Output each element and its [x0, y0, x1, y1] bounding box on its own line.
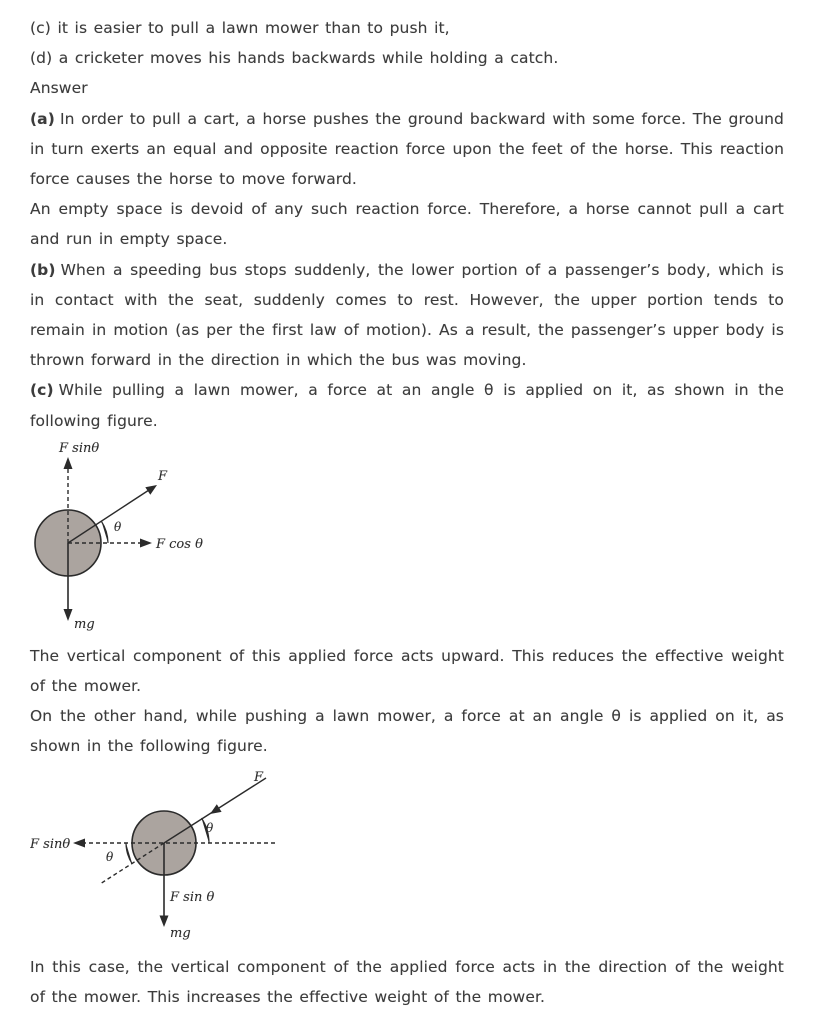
theta-upper-label: θ	[206, 820, 214, 835]
question-item-d	[30, 43, 784, 73]
question-text: (c) it is easier to pull a lawn mower than to push it,	[30, 19, 450, 37]
push-mower-force-diagram	[30, 768, 292, 950]
question-text: (d) a cricketer moves his hands backwards while holding a catch.	[30, 49, 559, 68]
answer-paragraph-c2	[30, 641, 784, 701]
answer-paragraph-a	[30, 104, 784, 195]
f-arrowhead	[210, 804, 222, 814]
f-cos-label: F cos θ	[156, 536, 203, 552]
answer-heading-text: Answer	[30, 79, 88, 98]
item-label: (c)	[30, 381, 54, 400]
answer-text: The vertical component of this applied force acts upward. This reduces the effective weight of the mower.	[30, 646, 784, 696]
answer-paragraph-c	[30, 375, 784, 435]
item-label: (a)	[30, 109, 55, 128]
answer-text: In order to pull a cart, a horse pushes the ground backward with some force. The ground in turn exerts an equal and opposite reaction force upon the feet of the horse. This reaction force causes the horse to move forward.	[30, 109, 784, 189]
pull-mower-force-diagram	[30, 438, 240, 639]
answer-text: An empty space is devoid of any such reaction force. Therefore, a horse cannot pull a cart and run in empty space.	[30, 200, 784, 249]
answer-text: While pulling a lawn mower, a force at an angle θ is applied on it, as shown in the following figure.	[30, 381, 784, 430]
answer-text: When a speeding bus stops suddenly, the lower portion of a passenger’s body, which is in contact with the seat, suddenly comes to rest. However, the upper portion tends to remain in motion (as per the first law of motion). As a result, the passenger’s upper body is thrown forward in the direction in which the bus was moving.	[30, 260, 784, 370]
answer-heading	[30, 73, 784, 103]
f-sin-left-arrowhead	[73, 838, 85, 847]
answer-paragraph-c3	[30, 701, 784, 761]
f-sin-up-arrowhead	[64, 457, 73, 469]
answer-text: On the other hand, while pushing a lawn mower, a force at an angle θ is applied on it, as shown in the following figure.	[30, 707, 784, 756]
theta-label: θ	[114, 519, 122, 534]
f-cos-right-arrowhead	[140, 538, 152, 547]
theta-lower-label: θ	[106, 849, 114, 864]
f-arrowhead	[145, 485, 157, 495]
item-label: (b)	[30, 260, 56, 279]
f-sin-down-label: F sin θ	[170, 889, 215, 905]
answer-text: In this case, the vertical component of the applied force acts in the direction of the weight of the mower. This increases the effective weight of the mower.	[30, 957, 784, 1006]
mg-down-arrowhead	[64, 609, 73, 621]
mg-label: mg	[74, 616, 95, 632]
theta-arc	[102, 521, 109, 543]
question-item-c	[30, 13, 784, 43]
answer-paragraph-b	[30, 255, 784, 376]
answer-paragraph-c4	[30, 952, 784, 1012]
f-sin-down-arrowhead	[160, 915, 169, 927]
f-label: F	[158, 468, 168, 484]
f-label: F	[254, 769, 264, 785]
answer-paragraph-a2	[30, 194, 784, 254]
f-sin-left-label: F sinθ	[30, 836, 71, 852]
mg-label: mg	[170, 925, 191, 941]
f-sin-label: F sinθ	[59, 440, 100, 456]
